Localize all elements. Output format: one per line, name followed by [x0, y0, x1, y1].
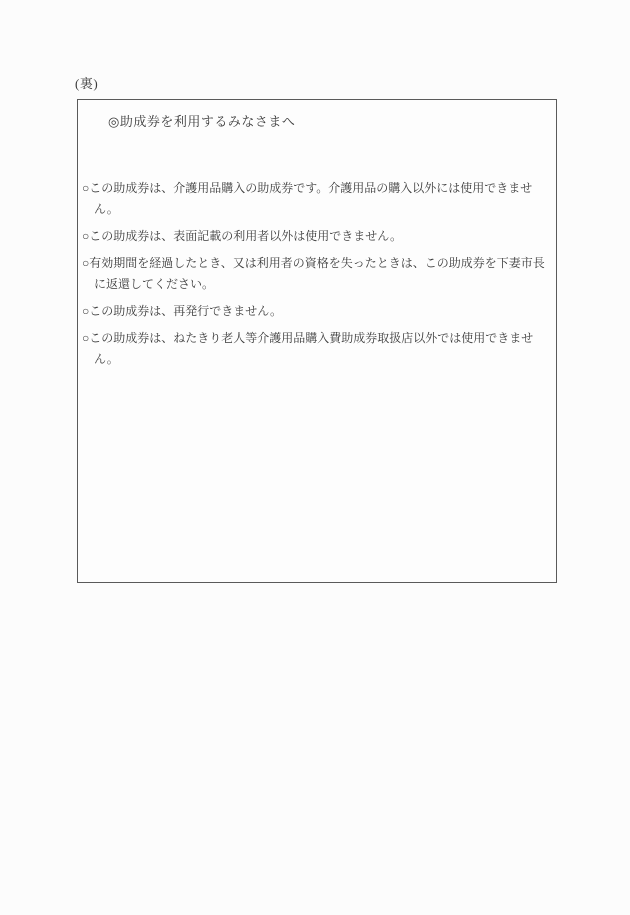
- notice-list: [82, 178, 551, 370]
- notice-item: ○この助成券は、表面記載の利用者以外は使用できません。: [82, 229, 402, 243]
- notice-box: [77, 99, 557, 583]
- notice-item: ○この助成券は、ねたきり老人等介護用品購入費助成券取扱店以外では使用できません。: [82, 331, 534, 366]
- side-label: (裏): [75, 76, 99, 91]
- notice-heading: ◎助成券を利用するみなさまへ: [108, 114, 296, 129]
- notice-item: ○この助成券は、再発行できません。: [82, 304, 282, 318]
- notice-item: ○有効期間を経過したとき、又は利用者の資格を失ったときは、この助成券を下妻市長に返還してください。: [82, 256, 545, 291]
- notice-item: ○この助成券は、介護用品購入の助成券です。介護用品の購入以外には使用できません。: [82, 181, 533, 216]
